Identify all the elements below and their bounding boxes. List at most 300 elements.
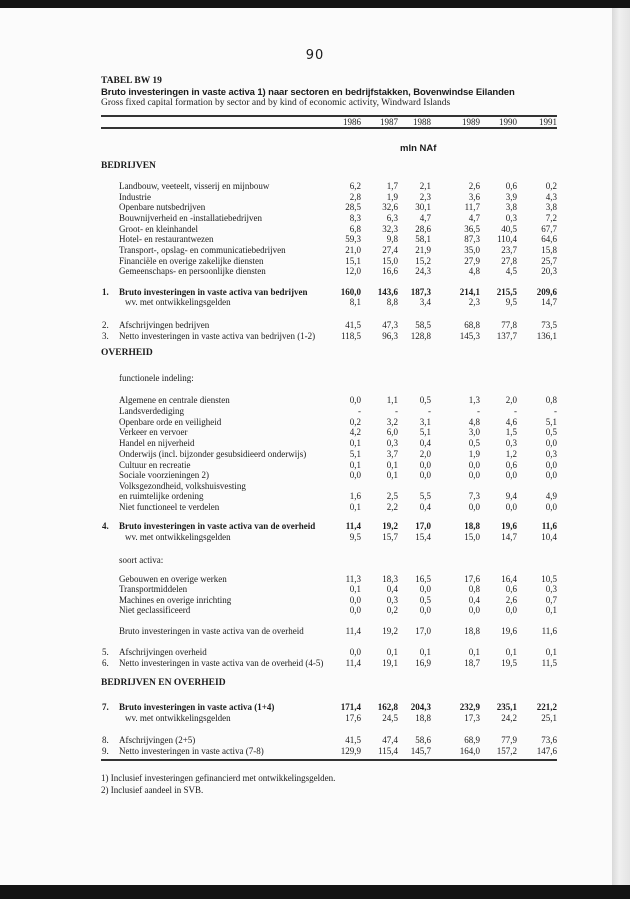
- row-label: Landbouw, veeteelt, visserij en mijnbouw: [119, 181, 270, 191]
- cell-value: 0,0: [349, 647, 361, 657]
- cell-value: 58,5: [415, 320, 431, 330]
- cell-value: 17,0: [415, 626, 431, 636]
- row-label: Afschrijvingen overheid: [119, 647, 207, 657]
- cell-value: 3,6: [468, 192, 480, 202]
- cell-value: 19,6: [501, 521, 517, 531]
- table-bottom-rule: [101, 759, 557, 761]
- cell-value: 187,3: [410, 287, 431, 297]
- cell-value: 9,5: [349, 532, 361, 542]
- row-number: 7.: [102, 702, 109, 712]
- cell-value: 1,5: [505, 427, 517, 437]
- header-rule-bottom: [101, 127, 557, 129]
- row-label: en ruimtelijke ordening: [119, 491, 204, 501]
- cell-value: 41,5: [345, 735, 361, 745]
- cell-value: 11,5: [541, 658, 557, 668]
- cell-value: 4,8: [468, 266, 480, 276]
- cell-value: 17,6: [345, 713, 361, 723]
- row-label: Bruto investeringen in vaste activa van de overheid: [119, 521, 316, 531]
- row-number: 8.: [102, 735, 109, 745]
- cell-value: 28,5: [345, 202, 361, 212]
- cell-value: 16,5: [415, 574, 431, 584]
- cell-value: 0,0: [505, 470, 517, 480]
- cell-value: 0,3: [505, 438, 517, 448]
- table-row: [0, 532, 612, 543]
- cell-value: 0,1: [545, 647, 557, 657]
- cell-value: 2,0: [505, 395, 517, 405]
- cell-value: 27,8: [501, 256, 517, 266]
- cell-value: 14,7: [501, 532, 517, 542]
- cell-value: 2,3: [419, 192, 431, 202]
- row-label: Industrie: [119, 192, 151, 202]
- cell-value: 157,2: [496, 746, 517, 756]
- cell-value: 143,6: [377, 287, 398, 297]
- cell-value: 0,0: [468, 605, 480, 615]
- cell-value: 171,4: [340, 702, 361, 712]
- scanner-bottom-border: [0, 885, 630, 899]
- cell-value: 21,0: [345, 245, 361, 255]
- table-row: [0, 626, 612, 637]
- cell-value: 11,7: [464, 202, 480, 212]
- cell-value: 4,7: [419, 213, 431, 223]
- cell-value: 235,1: [496, 702, 517, 712]
- cell-value: 2,6: [505, 595, 517, 605]
- row-label: Machines en overige inrichting: [119, 595, 232, 605]
- cell-value: 214,1: [459, 287, 480, 297]
- cell-value: 15,0: [464, 532, 480, 542]
- cell-value: 47,4: [382, 735, 398, 745]
- cell-value: 15,7: [382, 532, 398, 542]
- page-number: 90: [305, 48, 325, 63]
- cell-value: 3,1: [419, 417, 431, 427]
- cell-value: 0,0: [468, 460, 480, 470]
- table-row: [0, 245, 612, 256]
- table-row: [0, 297, 612, 308]
- cell-value: 0,5: [419, 595, 431, 605]
- row-label: Openbare orde en veiligheid: [119, 417, 222, 427]
- cell-value: 4,2: [349, 427, 361, 437]
- row-label: wv. met ontwikkelingsgelden: [125, 532, 231, 542]
- row-label: Landsverdediging: [119, 406, 184, 416]
- table-row: [0, 584, 612, 595]
- cell-value: 164,0: [459, 746, 480, 756]
- cell-value: 0,0: [468, 470, 480, 480]
- section-bedrijven: BEDRIJVEN: [101, 161, 156, 171]
- cell-value: 18,8: [464, 521, 480, 531]
- cell-value: 2,5: [386, 491, 398, 501]
- cell-value: 1,1: [386, 395, 398, 405]
- cell-value: 16,9: [415, 658, 431, 668]
- cell-value: 0,0: [349, 395, 361, 405]
- cell-value: 221,2: [536, 702, 557, 712]
- row-number: 5.: [102, 647, 109, 657]
- cell-value: 4,6: [505, 417, 517, 427]
- cell-value: 0,8: [468, 584, 480, 594]
- cell-value: 11,4: [345, 626, 361, 636]
- cell-value: 0,3: [545, 449, 557, 459]
- cell-value: 15,4: [415, 532, 431, 542]
- cell-value: 0,4: [386, 584, 398, 594]
- unit-label: mln NAf: [400, 143, 437, 154]
- cell-value: 0,0: [349, 470, 361, 480]
- cell-value: 0,6: [505, 460, 517, 470]
- cell-value: 0,5: [468, 438, 480, 448]
- cell-value: 1,9: [386, 192, 398, 202]
- cell-value: 35,0: [464, 245, 480, 255]
- row-label: Afschrijvingen (2+5): [119, 735, 196, 745]
- cell-value: 19,6: [501, 626, 517, 636]
- cell-value: 0,0: [419, 605, 431, 615]
- cell-value: 32,6: [382, 202, 398, 212]
- cell-value: 58,1: [415, 234, 431, 244]
- cell-value: 209,6: [536, 287, 557, 297]
- cell-value: 0,1: [386, 647, 398, 657]
- cell-value: 47,3: [382, 320, 398, 330]
- table-row: [0, 234, 612, 245]
- cell-value: 0,5: [545, 427, 557, 437]
- cell-value: 128,8: [410, 331, 431, 341]
- cell-value: 5,1: [419, 427, 431, 437]
- cell-value: 3,2: [386, 417, 398, 427]
- cell-value: 36,5: [464, 224, 480, 234]
- table-row: [0, 266, 612, 277]
- cell-value: 64,6: [541, 234, 557, 244]
- table-title-dutch: Bruto investeringen in vaste activa 1) naar sectoren en bedrijfstakken, Bovenwindse Eilanden: [101, 87, 515, 98]
- table-row: [0, 702, 612, 713]
- table-row: [0, 331, 612, 342]
- cell-value: 3,4: [419, 297, 431, 307]
- cell-value: 3,8: [505, 202, 517, 212]
- table-row: [0, 502, 612, 513]
- row-label: Openbare nutsbedrijven: [119, 202, 206, 212]
- cell-value: 0,1: [468, 647, 480, 657]
- cell-value: 11,6: [541, 626, 557, 636]
- cell-value: 96,3: [382, 331, 398, 341]
- cell-value: 18,3: [382, 574, 398, 584]
- cell-value: 4,3: [545, 192, 557, 202]
- cell-value: 5,1: [349, 449, 361, 459]
- cell-value: 11,4: [345, 521, 361, 531]
- cell-value: 11,6: [541, 521, 557, 531]
- cell-value: 27,4: [382, 245, 398, 255]
- year-col: 1990: [499, 117, 517, 127]
- cell-value: 6,2: [349, 181, 361, 191]
- table-row: [0, 647, 612, 658]
- cell-value: 6,0: [386, 427, 398, 437]
- row-label: Netto investeringen in vaste activa (7-8): [119, 746, 264, 756]
- cell-value: 40,5: [501, 224, 517, 234]
- table-id: TABEL BW 19: [101, 76, 162, 86]
- cell-value: 0,3: [505, 213, 517, 223]
- cell-value: -: [554, 406, 557, 416]
- table-row: [0, 449, 612, 460]
- cell-value: 0,6: [505, 584, 517, 594]
- table-row: [0, 202, 612, 213]
- cell-value: 0,5: [419, 395, 431, 405]
- cell-value: 77,8: [501, 320, 517, 330]
- cell-value: 4,7: [468, 213, 480, 223]
- footnote-1: 1) Inclusief investeringen gefinancierd met ontwikkelingsgelden.: [101, 773, 336, 783]
- row-number: 1.: [102, 287, 109, 297]
- cell-value: 0,1: [386, 470, 398, 480]
- cell-value: 1,3: [468, 395, 480, 405]
- row-label: Bruto investeringen in vaste activa van bedrijven: [119, 287, 308, 297]
- cell-value: 0,1: [349, 460, 361, 470]
- cell-value: 41,5: [345, 320, 361, 330]
- cell-value: 0,0: [545, 502, 557, 512]
- section-overheid: OVERHEID: [101, 348, 153, 358]
- cell-value: 10,4: [541, 532, 557, 542]
- year-col: 1989: [462, 117, 480, 127]
- cell-value: 0,1: [349, 502, 361, 512]
- scanner-top-border: [0, 0, 630, 8]
- cell-value: 15,0: [382, 256, 398, 266]
- cell-value: 110,4: [497, 234, 517, 244]
- cell-value: 3,9: [505, 192, 517, 202]
- row-label: Financiële en overige zakelijke diensten: [119, 256, 264, 266]
- table-row: [0, 521, 612, 532]
- cell-value: 118,5: [341, 331, 361, 341]
- cell-value: 0,4: [419, 502, 431, 512]
- cell-value: 4,9: [545, 491, 557, 501]
- cell-value: 16,6: [382, 266, 398, 276]
- cell-value: 87,3: [464, 234, 480, 244]
- cell-value: 3,7: [386, 449, 398, 459]
- cell-value: 0,0: [505, 502, 517, 512]
- row-number: 2.: [102, 320, 109, 330]
- cell-value: 0,1: [349, 584, 361, 594]
- cell-value: 17,3: [464, 713, 480, 723]
- cell-value: 11,3: [345, 574, 361, 584]
- cell-value: -: [358, 406, 361, 416]
- cell-value: 68,9: [464, 735, 480, 745]
- cell-value: 30,1: [415, 202, 431, 212]
- cell-value: 0,1: [349, 438, 361, 448]
- cell-value: 4,5: [505, 266, 517, 276]
- row-label: Algemene en centrale diensten: [119, 395, 230, 405]
- cell-value: 24,5: [382, 713, 398, 723]
- row-number: 4.: [102, 521, 109, 531]
- cell-value: 73,6: [541, 735, 557, 745]
- subheading-functionele: functionele indeling:: [119, 373, 194, 383]
- cell-value: 0,4: [419, 438, 431, 448]
- cell-value: 19,1: [382, 658, 398, 668]
- cell-value: 3,8: [545, 202, 557, 212]
- cell-value: 4,8: [468, 417, 480, 427]
- cell-value: 0,0: [468, 502, 480, 512]
- cell-value: 73,5: [541, 320, 557, 330]
- cell-value: 2,2: [386, 502, 398, 512]
- table-row: [0, 491, 612, 502]
- page-edge-shadow: [612, 8, 630, 885]
- table-title-english: Gross fixed capital formation by sector and by kind of economic activity, Windward Islands: [101, 98, 451, 108]
- row-number: 3.: [102, 331, 109, 341]
- cell-value: 8,8: [386, 297, 398, 307]
- cell-value: 0,1: [386, 460, 398, 470]
- cell-value: 0,0: [349, 605, 361, 615]
- table-row: [0, 395, 612, 406]
- row-label: Onderwijs (incl. bijzonder gesubsidieerd onderwijs): [119, 449, 307, 459]
- cell-value: 115,4: [378, 746, 398, 756]
- row-label: Bouwnijverheid en -installatiebedrijven: [119, 213, 262, 223]
- table-row: [0, 213, 612, 224]
- cell-value: 0,0: [545, 470, 557, 480]
- cell-value: 0,0: [419, 584, 431, 594]
- cell-value: 17,0: [415, 521, 431, 531]
- table-row: [0, 181, 612, 192]
- cell-value: -: [395, 406, 398, 416]
- cell-value: 9,4: [505, 491, 517, 501]
- row-label: Niet functioneel te verdelen: [119, 502, 220, 512]
- cell-value: 6,8: [349, 224, 361, 234]
- row-label: Hotel- en restaurantwezen: [119, 234, 214, 244]
- row-label: Volksgezondheid, volkshuisvesting: [119, 481, 246, 491]
- year-col: 1988: [413, 117, 431, 127]
- cell-value: 0,1: [419, 647, 431, 657]
- cell-value: 17,6: [464, 574, 480, 584]
- cell-value: -: [514, 406, 517, 416]
- cell-value: 0,3: [386, 438, 398, 448]
- cell-value: 7,2: [545, 213, 557, 223]
- table-row: [0, 735, 612, 746]
- cell-value: 215,5: [496, 287, 517, 297]
- cell-value: 232,9: [459, 702, 480, 712]
- row-label: Verkeer en vervoer: [119, 427, 188, 437]
- cell-value: 59,3: [345, 234, 361, 244]
- cell-value: 9,5: [505, 297, 517, 307]
- cell-value: 136,1: [536, 331, 557, 341]
- cell-value: 27,9: [464, 256, 480, 266]
- cell-value: 0,3: [386, 595, 398, 605]
- cell-value: 11,4: [345, 658, 361, 668]
- row-label: Niet geclassificeerd: [119, 605, 191, 615]
- row-number: 6.: [102, 658, 109, 668]
- section-bedrijven-en-overheid: BEDRIJVEN EN OVERHEID: [101, 678, 226, 688]
- cell-value: 145,3: [459, 331, 480, 341]
- cell-value: 23,7: [501, 245, 517, 255]
- cell-value: 0,7: [545, 595, 557, 605]
- cell-value: 6,3: [386, 213, 398, 223]
- cell-value: 18,8: [464, 626, 480, 636]
- row-label: Bruto investeringen in vaste activa (1+4): [119, 702, 275, 712]
- cell-value: 19,2: [382, 521, 398, 531]
- row-number: 9.: [102, 746, 109, 756]
- cell-value: 77,9: [501, 735, 517, 745]
- cell-value: 12,0: [345, 266, 361, 276]
- cell-value: 1,7: [386, 181, 398, 191]
- table-row: [0, 470, 612, 481]
- cell-value: 19,2: [382, 626, 398, 636]
- cell-value: 1,2: [505, 449, 517, 459]
- table-row: [0, 746, 612, 757]
- cell-value: 15,1: [345, 256, 361, 266]
- cell-value: 137,7: [496, 331, 517, 341]
- cell-value: 5,5: [419, 491, 431, 501]
- cell-value: 68,8: [464, 320, 480, 330]
- year-col: 1991: [539, 117, 557, 127]
- table-row: [0, 438, 612, 449]
- row-label: Bruto investeringen in vaste activa van de overheid: [119, 626, 304, 636]
- cell-value: 20,3: [541, 266, 557, 276]
- row-label: Netto investeringen in vaste activa van bedrijven (1-2): [119, 331, 316, 341]
- cell-value: 0,1: [505, 647, 517, 657]
- cell-value: 3,0: [468, 427, 480, 437]
- table-row: [0, 658, 612, 669]
- row-label: Netto investeringen in vaste activa van de overheid (4-5): [119, 658, 324, 668]
- cell-value: 1,6: [349, 491, 361, 501]
- year-col: 1986: [343, 117, 361, 127]
- table-row: [0, 605, 612, 616]
- cell-value: 58,6: [415, 735, 431, 745]
- table-row: [0, 713, 612, 724]
- cell-value: 1,9: [468, 449, 480, 459]
- cell-value: 15,2: [415, 256, 431, 266]
- cell-value: 16,4: [501, 574, 517, 584]
- cell-value: 2,6: [468, 181, 480, 191]
- cell-value: 0,0: [419, 460, 431, 470]
- cell-value: 0,2: [386, 605, 398, 615]
- cell-value: 162,8: [377, 702, 398, 712]
- cell-value: 0,8: [545, 395, 557, 405]
- row-label: Cultuur en recreatie: [119, 460, 191, 470]
- cell-value: 160,0: [340, 287, 361, 297]
- cell-value: 0,3: [545, 584, 557, 594]
- cell-value: 5,1: [545, 417, 557, 427]
- cell-value: -: [477, 406, 480, 416]
- cell-value: 18,8: [415, 713, 431, 723]
- cell-value: 145,7: [410, 746, 431, 756]
- cell-value: 28,6: [415, 224, 431, 234]
- cell-value: 8,3: [349, 213, 361, 223]
- cell-value: 204,3: [410, 702, 431, 712]
- cell-value: 25,7: [541, 256, 557, 266]
- cell-value: 32,3: [382, 224, 398, 234]
- cell-value: 0,6: [505, 181, 517, 191]
- footnote-2: 2) Inclusief aandeel in SVB.: [101, 785, 204, 795]
- subheading-soort-activa: soort activa:: [119, 555, 164, 565]
- table-row: [0, 427, 612, 438]
- row-label: Sociale voorzieningen 2): [119, 470, 209, 480]
- cell-value: 129,9: [340, 746, 361, 756]
- cell-value: 0,2: [545, 181, 557, 191]
- row-label: Handel en nijverheid: [119, 438, 195, 448]
- cell-value: 2,1: [419, 181, 431, 191]
- cell-value: 0,2: [349, 417, 361, 427]
- cell-value: 0,0: [545, 460, 557, 470]
- cell-value: 18,7: [464, 658, 480, 668]
- cell-value: 0,1: [545, 605, 557, 615]
- cell-value: 2,8: [349, 192, 361, 202]
- cell-value: 0,0: [349, 595, 361, 605]
- cell-value: -: [428, 406, 431, 416]
- year-col: 1987: [380, 117, 398, 127]
- cell-value: 67,7: [541, 224, 557, 234]
- cell-value: 14,7: [541, 297, 557, 307]
- cell-value: 8,1: [349, 297, 361, 307]
- row-label: Afschrijvingen bedrijven: [119, 320, 210, 330]
- cell-value: 147,6: [536, 746, 557, 756]
- row-label: Gemeenschaps- en persoonlijke diensten: [119, 266, 266, 276]
- row-label: wv. met ontwikkelingsgelden: [125, 297, 231, 307]
- cell-value: 19,5: [501, 658, 517, 668]
- cell-value: 7,3: [468, 491, 480, 501]
- row-label: Transportmiddelen: [119, 584, 188, 594]
- cell-value: 0,0: [505, 605, 517, 615]
- row-label: Gebouwen en overige werken: [119, 574, 227, 584]
- cell-value: 0,4: [468, 595, 480, 605]
- cell-value: 24,2: [501, 713, 517, 723]
- cell-value: 2,0: [419, 449, 431, 459]
- table-row: [0, 406, 612, 417]
